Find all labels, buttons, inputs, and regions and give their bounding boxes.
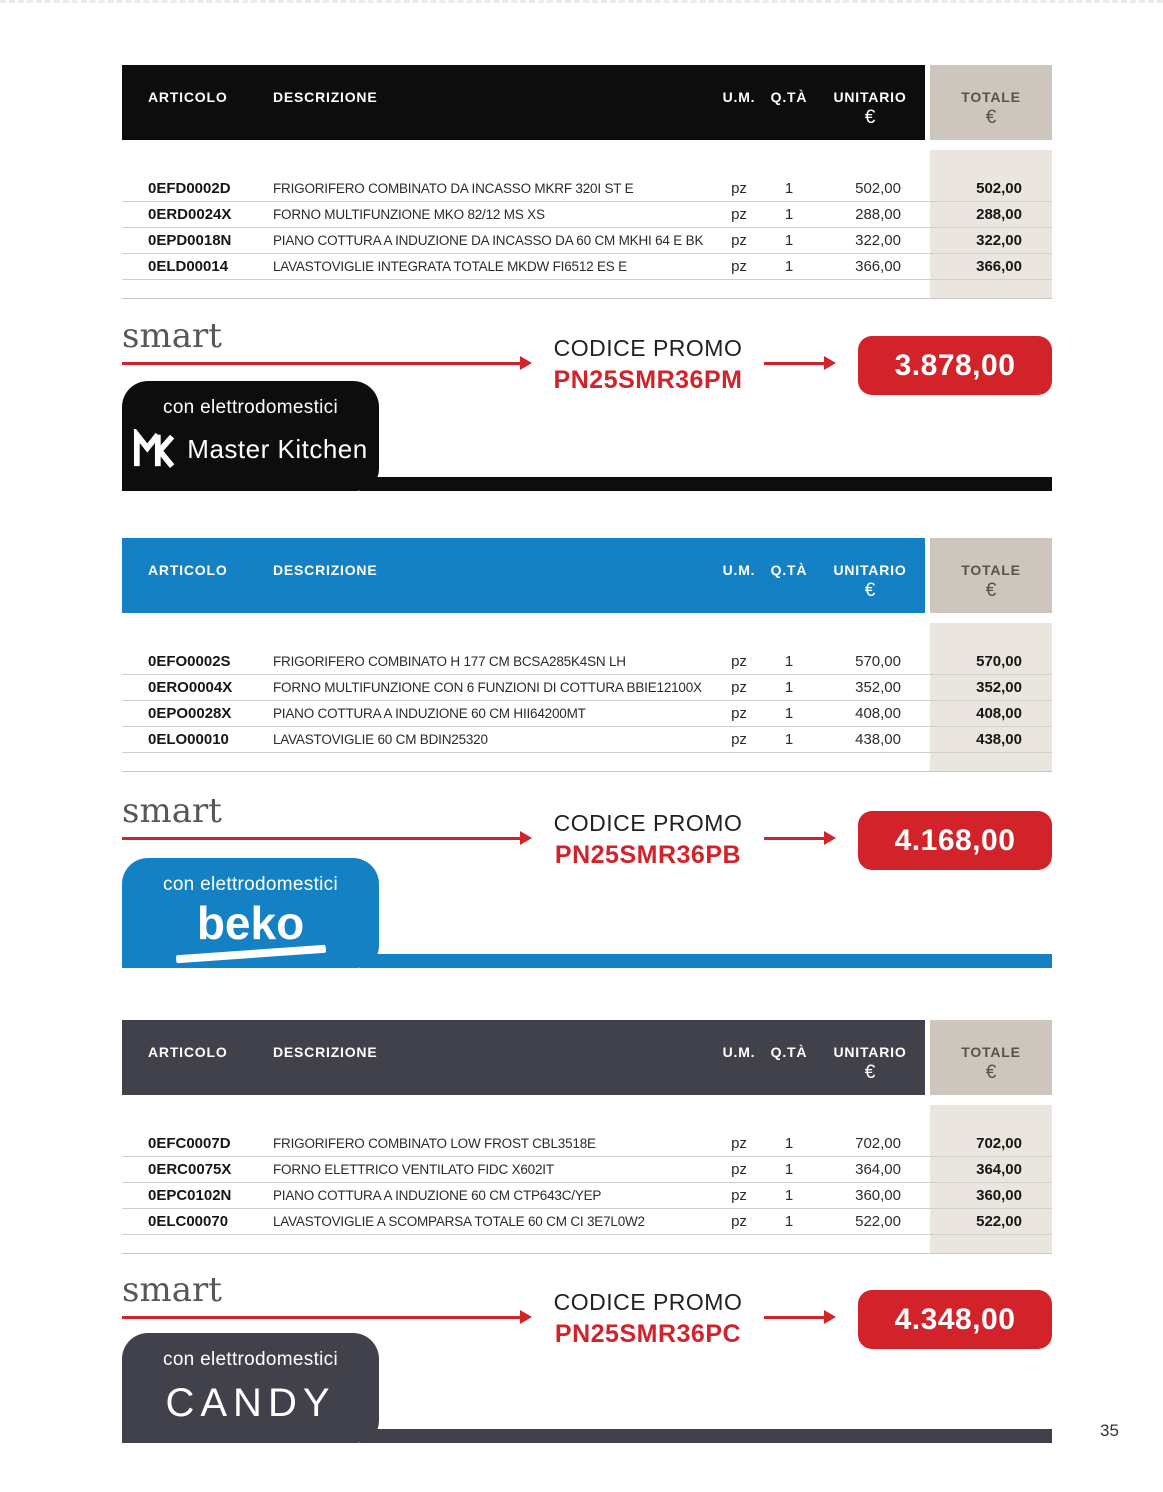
cell-articolo: 0ERD0024X xyxy=(148,206,232,223)
header-um: U.M. xyxy=(722,89,756,105)
cell-qta: 1 xyxy=(784,180,794,197)
cell-totale: 352,00 xyxy=(976,679,1022,696)
table-row xyxy=(122,675,1052,701)
cell-unitario: 438,00 xyxy=(855,731,901,748)
cell-unitario: 502,00 xyxy=(855,180,901,197)
header-totale: TOTALE € xyxy=(930,538,1052,613)
header-qta: Q.TÀ xyxy=(770,562,808,578)
arrow-head-icon xyxy=(824,356,836,370)
cell-descrizione: FORNO MULTIFUNZIONE MKO 82/12 MS XS xyxy=(273,207,545,222)
table-row xyxy=(122,727,1052,753)
cell-descrizione: LAVASTOVIGLIE 60 CM BDIN25320 xyxy=(273,732,488,747)
cell-qta: 1 xyxy=(784,679,794,696)
smart-label: smart xyxy=(122,1270,222,1310)
cell-qta: 1 xyxy=(784,232,794,249)
table-header xyxy=(122,65,925,140)
cell-totale: 322,00 xyxy=(976,232,1022,249)
cell-descrizione: FORNO ELETTRICO VENTILATO FIDC X602IT xyxy=(273,1162,554,1177)
table-row xyxy=(122,202,1052,228)
cell-articolo: 0ERO0004X xyxy=(148,679,233,696)
cell-totale: 360,00 xyxy=(976,1187,1022,1204)
smart-label: smart xyxy=(122,791,222,831)
promo-block xyxy=(550,335,746,395)
cell-qta: 1 xyxy=(784,1213,794,1230)
euro-symbol: € xyxy=(864,580,876,601)
promo-arrow-short xyxy=(764,1309,836,1325)
cell-totale: 502,00 xyxy=(976,180,1022,197)
table-body xyxy=(122,150,1052,299)
table-row xyxy=(122,649,1052,675)
arrow-head-icon xyxy=(520,1310,532,1324)
cell-qta: 1 xyxy=(784,731,794,748)
table-row xyxy=(122,228,1052,254)
cell-descrizione: FRIGORIFERO COMBINATO DA INCASSO MKRF 320I ST E xyxy=(273,181,634,196)
table-header xyxy=(122,1020,925,1095)
table-body xyxy=(122,1105,1052,1254)
cell-totale: 702,00 xyxy=(976,1135,1022,1152)
master-kitchen-logo-text: Master Kitchen xyxy=(187,433,368,464)
cell-um: pz xyxy=(731,258,747,275)
promo-code: PN25SMR36PB xyxy=(554,841,742,869)
beko-logo-text: beko xyxy=(196,897,305,949)
cell-unitario: 288,00 xyxy=(855,206,901,223)
cell-articolo: 0ELD00014 xyxy=(148,258,229,275)
candy-brand-box xyxy=(122,1333,379,1443)
cell-totale: 408,00 xyxy=(976,705,1022,722)
cell-um: pz xyxy=(731,731,747,748)
header-articolo: ARTICOLO xyxy=(148,1044,228,1060)
cell-articolo: 0EFO0002S xyxy=(148,653,231,670)
cell-um: pz xyxy=(731,1161,747,1178)
smart-label: smart xyxy=(122,316,222,356)
cell-descrizione: FRIGORIFERO COMBINATO H 177 CM BCSA285K4SN LH xyxy=(273,654,626,669)
promo-block xyxy=(550,810,746,870)
cell-descrizione: PIANO COTTURA A INDUZIONE DA INCASSO DA 60 CM MKHI 64 E BK xyxy=(273,233,704,248)
cell-unitario: 322,00 xyxy=(855,232,901,249)
cell-um: pz xyxy=(731,180,747,197)
table-header xyxy=(122,538,925,613)
header-articolo: ARTICOLO xyxy=(148,562,228,578)
cell-totale: 364,00 xyxy=(976,1161,1022,1178)
promo-arrow-long xyxy=(122,830,532,846)
euro-symbol: € xyxy=(864,1062,876,1083)
table-row xyxy=(122,254,1052,280)
table-row xyxy=(122,701,1052,727)
table-row xyxy=(122,1209,1052,1235)
cell-unitario: 570,00 xyxy=(855,653,901,670)
price-table-beko xyxy=(122,538,1052,772)
beko-brand-box xyxy=(122,858,379,968)
cell-articolo: 0ERC0075X xyxy=(148,1161,232,1178)
cell-totale: 288,00 xyxy=(976,206,1022,223)
cell-um: pz xyxy=(731,206,747,223)
cell-descrizione: PIANO COTTURA A INDUZIONE 60 CM HII64200MT xyxy=(273,706,586,721)
cell-um: pz xyxy=(731,232,747,249)
cell-qta: 1 xyxy=(784,1135,794,1152)
cell-qta: 1 xyxy=(784,705,794,722)
header-unitario: UNITARIO € xyxy=(833,562,907,601)
promo-code: PN25SMR36PC xyxy=(554,1320,742,1348)
euro-symbol: € xyxy=(864,107,876,128)
table-row xyxy=(122,1157,1052,1183)
cell-um: pz xyxy=(731,679,747,696)
header-descrizione: DESCRIZIONE xyxy=(273,562,378,578)
cell-qta: 1 xyxy=(784,1161,794,1178)
cell-unitario: 522,00 xyxy=(855,1213,901,1230)
header-qta: Q.TÀ xyxy=(770,89,808,105)
cell-unitario: 702,00 xyxy=(855,1135,901,1152)
cell-unitario: 408,00 xyxy=(855,705,901,722)
price-table-candy xyxy=(122,1020,1052,1254)
table-row xyxy=(122,176,1052,202)
header-totale: TOTALE € xyxy=(930,1020,1052,1095)
cell-um: pz xyxy=(731,653,747,670)
brand-bar xyxy=(360,1429,1052,1443)
header-descrizione: DESCRIZIONE xyxy=(273,89,378,105)
codice-promo-label: CODICE PROMO xyxy=(553,335,743,361)
cell-articolo: 0EPO0028X xyxy=(148,705,232,722)
cell-qta: 1 xyxy=(784,1187,794,1204)
header-descrizione: DESCRIZIONE xyxy=(273,1044,378,1060)
codice-promo-label: CODICE PROMO xyxy=(553,1289,743,1315)
table-row xyxy=(122,1183,1052,1209)
cell-articolo: 0EPC0102N xyxy=(148,1187,232,1204)
total-price-badge: 4.168,00 xyxy=(858,811,1052,870)
arrow-head-icon xyxy=(520,831,532,845)
cell-unitario: 352,00 xyxy=(855,679,901,696)
cell-unitario: 360,00 xyxy=(855,1187,901,1204)
header-unitario: UNITARIO € xyxy=(833,89,907,128)
cell-articolo: 0EPD0018N xyxy=(148,232,232,249)
cell-descrizione: PIANO COTTURA A INDUZIONE 60 CM CTP643C/YEP xyxy=(273,1188,602,1203)
arrow-head-icon xyxy=(520,356,532,370)
con-elettrodomestici-label: con elettrodomestici xyxy=(163,1349,338,1370)
cell-articolo: 0EFC0007D xyxy=(148,1135,231,1152)
brand-bar xyxy=(360,954,1052,968)
header-articolo: ARTICOLO xyxy=(148,89,228,105)
cell-unitario: 366,00 xyxy=(855,258,901,275)
page-number: 35 xyxy=(1100,1421,1119,1440)
codice-promo-label: CODICE PROMO xyxy=(553,810,743,836)
cell-um: pz xyxy=(731,1135,747,1152)
cell-descrizione: FORNO MULTIFUNZIONE CON 6 FUNZIONI DI COTTURA BBIE12100X xyxy=(273,680,702,695)
cell-qta: 1 xyxy=(784,206,794,223)
master-kitchen-logo-icon xyxy=(133,429,175,469)
promo-code: PN25SMR36PM xyxy=(553,366,743,394)
cell-um: pz xyxy=(731,705,747,722)
con-elettrodomestici-label: con elettrodomestici xyxy=(163,874,338,895)
header-totale: TOTALE € xyxy=(930,65,1052,140)
brand-bar xyxy=(360,477,1052,491)
cell-um: pz xyxy=(731,1187,747,1204)
header-unitario: UNITARIO € xyxy=(833,1044,907,1083)
cell-qta: 1 xyxy=(784,653,794,670)
total-price-badge: 4.348,00 xyxy=(858,1290,1052,1349)
candy-logo-text: CANDY xyxy=(165,1381,336,1425)
arrow-head-icon xyxy=(824,831,836,845)
master-kitchen-brand-box xyxy=(122,381,379,491)
header-um: U.M. xyxy=(722,1044,756,1060)
header-um: U.M. xyxy=(722,562,756,578)
header-qta: Q.TÀ xyxy=(770,1044,808,1060)
cell-totale: 366,00 xyxy=(976,258,1022,275)
cell-totale: 438,00 xyxy=(976,731,1022,748)
table-body xyxy=(122,623,1052,772)
cell-totale: 570,00 xyxy=(976,653,1022,670)
total-price-badge: 3.878,00 xyxy=(858,336,1052,395)
euro-symbol: € xyxy=(985,107,997,128)
cell-unitario: 364,00 xyxy=(855,1161,901,1178)
euro-symbol: € xyxy=(985,1062,997,1083)
cell-articolo: 0ELO00010 xyxy=(148,731,229,748)
cell-articolo: 0ELC00070 xyxy=(148,1213,229,1230)
table-row xyxy=(122,1131,1052,1157)
cell-um: pz xyxy=(731,1213,747,1230)
cell-descrizione: FRIGORIFERO COMBINATO LOW FROST CBL3518E xyxy=(273,1136,596,1151)
cell-qta: 1 xyxy=(784,258,794,275)
promo-arrow-short xyxy=(764,355,836,371)
promo-arrow-short xyxy=(764,830,836,846)
promo-arrow-long xyxy=(122,1309,532,1325)
con-elettrodomestici-label: con elettrodomestici xyxy=(163,397,338,418)
cell-descrizione: LAVASTOVIGLIE A SCOMPARSA TOTALE 60 CM CI 3E7L0W2 xyxy=(273,1214,645,1229)
price-table-master-kitchen xyxy=(122,65,1052,299)
arrow-head-icon xyxy=(824,1310,836,1324)
euro-symbol: € xyxy=(985,580,997,601)
cell-totale: 522,00 xyxy=(976,1213,1022,1230)
cell-articolo: 0EFD0002D xyxy=(148,180,231,197)
cell-descrizione: LAVASTOVIGLIE INTEGRATA TOTALE MKDW FI6512 ES E xyxy=(273,259,627,274)
promo-arrow-long xyxy=(122,355,532,371)
promo-block xyxy=(550,1289,746,1349)
